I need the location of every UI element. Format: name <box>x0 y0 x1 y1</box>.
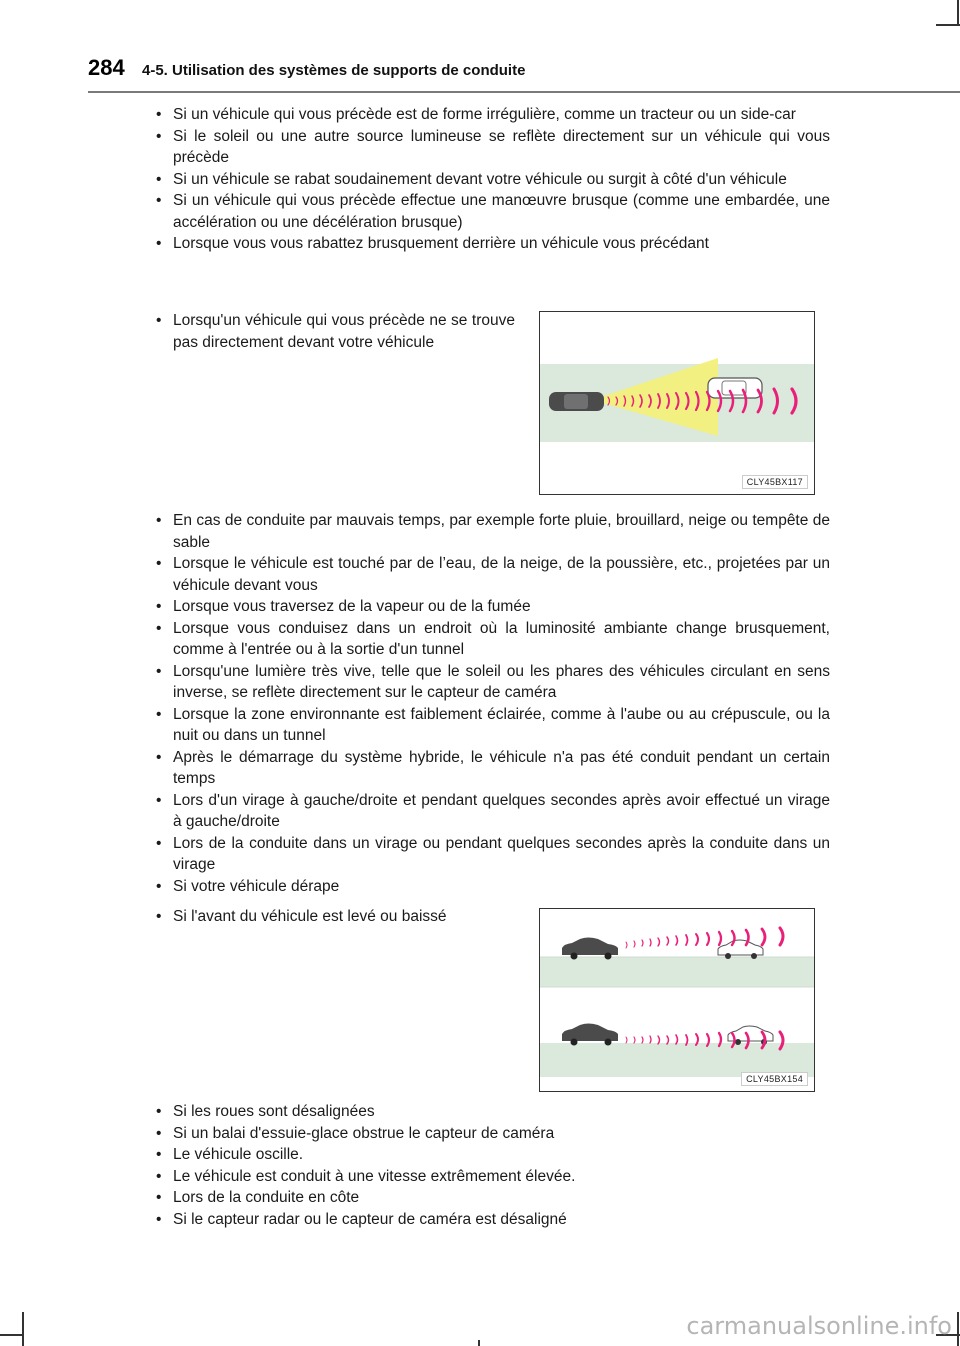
list-item: • Si le capteur radar ou le capteur de caméra est désaligné <box>153 1209 830 1231</box>
list-item: • Lors de la conduite dans un virage ou pendant quelques secondes après la conduite dans un virage <box>153 833 830 876</box>
figure2-caption-list <box>153 906 515 928</box>
list-item: • Lorsque vous conduisez dans un endroit où la luminosité ambiante change brusquement, comme à l'entrée ou à la sortie d'un tunnel <box>153 618 830 661</box>
road-upper <box>540 957 814 987</box>
crop-mark-top-right <box>957 0 959 24</box>
list-item: • Si les roues sont désalignées <box>153 1101 830 1123</box>
figure2-code: CLY45BX154 <box>741 1072 808 1086</box>
page-header <box>88 55 928 85</box>
crop-mark-top-right-h <box>936 24 960 26</box>
header-rule <box>88 91 960 93</box>
figure1-caption-list <box>153 310 515 353</box>
section-title: 4-5. Utilisation des systèmes de supports de conduite <box>142 62 526 79</box>
figure1-code: CLY45BX117 <box>742 475 808 489</box>
figure1-caption: • Lorsqu'un véhicule qui vous précède ne se trouve pas directement devant votre véhicule <box>153 310 515 353</box>
bullet-list-3 <box>153 1101 830 1230</box>
list-item: • Lors d'un virage à gauche/droite et pendant quelques secondes après avoir effectué un virage à gauche/droite <box>153 790 830 833</box>
list-item: • Si un véhicule qui vous précède effectue une manœuvre brusque (comme une embardée, une accélération ou une décélération brusque) <box>153 190 830 233</box>
upper-preceding-car-icon <box>718 940 763 959</box>
upper-radar-waves-icon <box>626 928 783 948</box>
figure2-caption: • Si l'avant du véhicule est levé ou baissé <box>153 906 515 928</box>
page-number: 284 <box>88 55 125 80</box>
list-item: • Si un véhicule qui vous précède est de forme irrégulière, comme un tracteur ou un side-car <box>153 104 830 126</box>
list-item: • Lorsqu'une lumière très vive, telle que le soleil ou les phares des véhicules circulant en sens inverse, se reflète directement sur le capteur de caméra <box>153 661 830 704</box>
list-item: • Le véhicule oscille. <box>153 1144 830 1166</box>
figure-vehicle-pitch <box>539 908 815 1092</box>
list-item: • Lorsque la zone environnante est faiblement éclairée, comme à l'aube ou au crépuscule, ou la nuit ou dans un tunnel <box>153 704 830 747</box>
bullet-list-2 <box>153 510 830 897</box>
crop-mark-bottom-left <box>0 1334 22 1336</box>
list-item: • Lorsque le véhicule est touché par de l’eau, de la neige, de la poussière, etc., projetées par un véhicule devant vous <box>153 553 830 596</box>
preceding-car-icon <box>708 378 762 398</box>
crop-mark-bottom-left-v <box>22 1312 24 1346</box>
crop-mark-bottom-center <box>478 1340 480 1346</box>
bullet-list-1 <box>153 104 830 255</box>
figure1-illustration <box>540 312 814 494</box>
figure2-illustration <box>540 909 814 1091</box>
list-item: • En cas de conduite par mauvais temps, par exemple forte pluie, brouillard, neige ou tempête de sable <box>153 510 830 553</box>
crop-mark-bottom-right-v <box>957 1312 959 1346</box>
list-item: • Après le démarrage du système hybride, le véhicule n'a pas été conduit pendant un certain temps <box>153 747 830 790</box>
upper-own-car-icon <box>562 938 618 960</box>
list-item: • Si votre véhicule dérape <box>153 876 830 898</box>
list-item: • Lors de la conduite en côte <box>153 1187 830 1209</box>
figure-radar-offset-vehicle <box>539 311 815 495</box>
list-item: • Si le soleil ou une autre source lumineuse se reflète directement sur un véhicule qui vous précède <box>153 126 830 169</box>
list-item: • Lorsque vous vous rabattez brusquement derrière un véhicule vous précédant <box>153 233 830 255</box>
watermark: carmanualsonline.info <box>686 1312 952 1340</box>
list-item: • Si un balai d'essuie-glace obstrue le capteur de caméra <box>153 1123 830 1145</box>
lower-own-car-icon <box>562 1024 618 1046</box>
list-item: • Le véhicule est conduit à une vitesse extrêmement élevée. <box>153 1166 830 1188</box>
list-item: • Lorsque vous traversez de la vapeur ou de la fumée <box>153 596 830 618</box>
own-car-icon <box>549 392 604 411</box>
list-item: • Si un véhicule se rabat soudainement devant votre véhicule ou surgit à côté d'un véhicule <box>153 169 830 191</box>
